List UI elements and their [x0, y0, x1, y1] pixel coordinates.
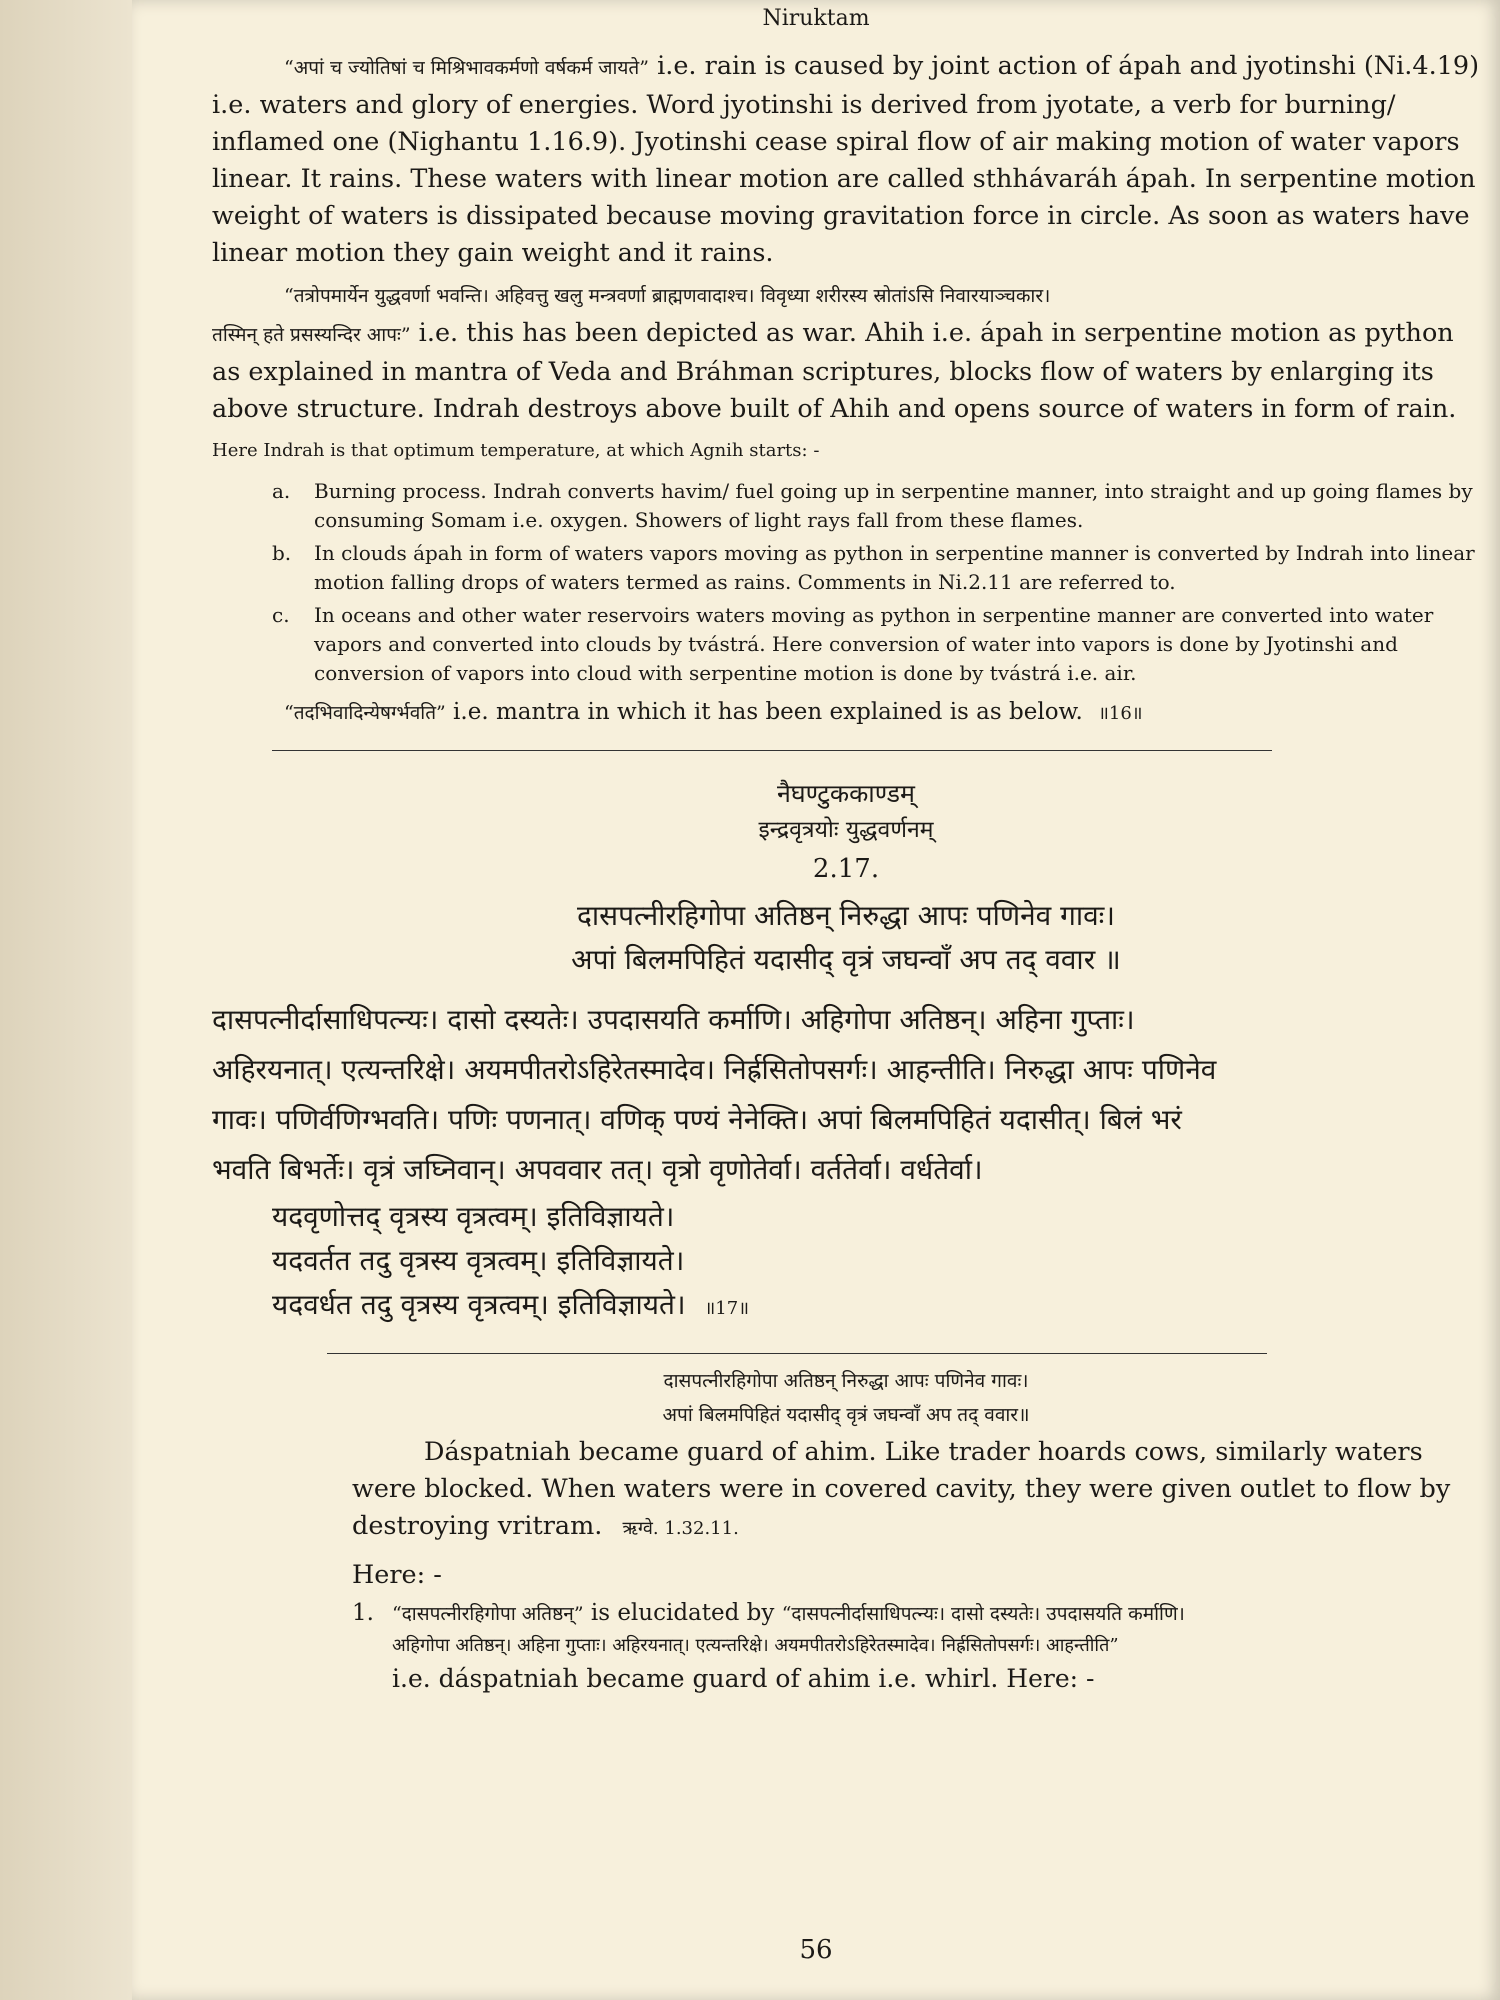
paragraph-2	[212, 278, 1480, 469]
sanskrit-quote: “दासपत्नीर्दासाधिपत्न्यः। दासो दस्यतेः। उपदासयति कर्माणि।	[781, 1603, 1185, 1625]
section-heading	[212, 775, 1480, 891]
list-item-text: In oceans and other water reservoirs waters moving as python in serpentine manner are converted into water vapors and converted into clouds by tvástrá. Here conversion of water into vapors is done by Jyotinshi and conversion of vapors into cloud with serpentine motion is done by tvástrá i.e. air.	[314, 603, 1434, 685]
paragraph-1	[212, 48, 1480, 272]
paragraph-3	[212, 694, 1480, 732]
sanskrit-quote: “दासपत्नीरहिगोपा अतिष्ठन्”	[392, 1603, 584, 1625]
paragraph-text: i.e. rain is caused by joint action of ápah and jyotinshi (Ni.4.19) i.e. waters and glory of energies. Word jyotinshi is derived from jyotate, a verb for burning/ inflamed one (Nighantu 1.16.9). Jyotinshi cease spiral flow of air making motion of water vapors linear. It rains. These waters with linear motion are called sthhávaráh ápah. In serpentine motion weight of waters is dissipated because moving gravitation force in circle. As soon as waters have linear motion they gain weight and it rains.	[212, 51, 1480, 268]
page-content	[212, 48, 1480, 1697]
translation-paragraph	[212, 1434, 1480, 1547]
list-item	[212, 477, 1480, 535]
verse-line: दासपत्नीरहिगोपा अतिष्ठन् निरुद्धा आपः पणिनेव गावः।	[577, 899, 1115, 932]
sanskrit-quote-line-2: तस्मिन् हते प्रसस्यन्दिर आपः”	[212, 324, 411, 346]
divider	[272, 750, 1272, 751]
list-item-text: Burning process. Indrah converts havim/ fuel going up in serpentine manner, into straight and up going flames by consuming Somam i.e. oxygen. Showers of light rays fall from these flames.	[314, 479, 1473, 532]
list-marker: c.	[272, 603, 290, 627]
verse-line: अपां बिलमपिहितं यदासीद् वृत्रं जघन्वाँ अप तद् ववार॥	[662, 1404, 1030, 1426]
list-item	[212, 601, 1480, 688]
verse-line: दासपत्नीरहिगोपा अतिष्ठन् निरुद्धा आपः पणिनेव गावः।	[663, 1370, 1029, 1392]
sanskrit-quote: “तदभिवादिन्येषर्ग्भवति”	[284, 702, 446, 724]
commentary-line: अहिरयनात्। एत्यन्तरिक्षे। अयमपीतरोऽहिरेतस्मादेव। निर्ह्रसितोपसर्गः। आहन्तीति। निरुद्धा आपः पणिनेव	[212, 1053, 1217, 1086]
list-marker: b.	[272, 541, 292, 565]
here-label: Here: -	[352, 1560, 442, 1590]
lettered-list	[212, 477, 1480, 688]
paragraph-text: i.e. mantra in which it has been explained is as below.	[445, 699, 1083, 725]
page-number: 56	[799, 1935, 833, 1965]
commentary-line: यदवृणोत्तद् वृत्रस्य वृत्रत्वम्। इतिविज्ञायते।	[272, 1200, 675, 1233]
divider	[327, 1353, 1267, 1354]
verse-number: ॥16॥	[1098, 703, 1143, 724]
translation-text: Dáspatniah became guard of ahim. Like trader hoards cows, similarly waters were blocked. When waters were in covered cavity, they were given outlet to flow by destroying vritram.	[352, 1437, 1451, 1541]
verse-line: अपां बिलमपिहितं यदासीद् वृत्रं जघन्वाँ अप तद् ववार ॥	[571, 943, 1121, 976]
commentary-line: गावः। पणिर्वणिग्भवति। पणिः पणनात्। वणिक् पण्यं नेनेक्ति। अपां बिलमपिहितं यदासीत्। बिलं भरं	[212, 1103, 1182, 1136]
commentary-line: यदवर्तत तदु वृत्रस्य वृत्रत्वम्। इतिविज्ञायते।	[272, 1244, 685, 1277]
commentary-block	[212, 995, 1480, 1331]
sanskrit-quote: “अपां च ज्योतिषां च मिश्रिभावकर्मणो वर्षकर्म जायते”	[284, 57, 649, 79]
book-page	[132, 0, 1500, 2000]
list-marker: 1.	[352, 1600, 374, 1626]
list-item-text: In clouds ápah in form of waters vapors moving as python in serpentine manner is converted by Indrah into linear motion falling drops of waters termed as rains. Comments in Ni.2.11 are referred to.	[314, 541, 1475, 594]
verse-reference: ऋग्वे. 1.32.11.	[622, 1518, 739, 1539]
section-number: 2.17.	[812, 854, 880, 884]
verse-block-small	[212, 1364, 1480, 1432]
page-spine-shadow	[0, 0, 132, 2000]
sanskrit-quote-line-1: “तत्रोपमार्येन युद्धवर्णा भवन्ति। अहिवत्तु खलु मन्त्रवर्णा ब्राह्मणवादाश्च। विवृध्या शरीरस्य स्रोतांऽसि निवारयाञ्चकार।	[284, 285, 1051, 307]
commentary-line: दासपत्नीर्दासाधिपत्न्यः। दासो दस्यतेः। उपदासयति कर्माणि। अहिगोपा अतिष्ठन्। अहिना गुप्ताः।	[212, 1003, 1135, 1036]
commentary-text: यदवर्धत तदु वृत्रस्य वृत्रत्वम्। इतिविज्ञायते।	[272, 1288, 686, 1321]
paragraph-tail: Here Indrah is that optimum temperature, at which Agnih starts: -	[212, 440, 820, 461]
verse-number: ॥17॥	[704, 1298, 749, 1319]
sanskrit-quote-continued: अहिगोपा अतिष्ठन्। अहिना गुप्ताः। अहिरयनात्। एत्यन्तरिक्षे। अयमपीतरोऽहिरेतस्मादेव। निर्ह्रसितोपसर्गः। आहन्तीति”	[392, 1635, 1119, 1656]
running-header: Niruktam	[762, 6, 870, 31]
commentary-line: भवति बिभर्तेः। वृत्रं जघ्निवान्। अपववार तत्। वृत्रो वृणोतेर्वा। वर्ततेर्वा। वर्धतेर्वा।	[212, 1153, 983, 1186]
section-subtitle: इन्द्रवृत्रयोः युद्धवर्णनम्	[758, 817, 934, 843]
numbered-item	[212, 1596, 1480, 1697]
item-text: is elucidated by	[583, 1600, 782, 1626]
paragraph-text: i.e. this has been depicted as war. Ahih i.e. ápah in serpentine motion as python as explained in mantra of Veda and Bráhman scriptures, blocks flow of waters by enlarging its above structure. Indrah destroys above built of Ahih and opens source of waters in form of rain.	[212, 318, 1457, 424]
list-marker: a.	[272, 479, 291, 503]
item-text-continued: i.e. dáspatniah became guard of ahim i.e. whirl. Here: -	[392, 1664, 1095, 1693]
list-item	[212, 539, 1480, 597]
commentary-line	[212, 1283, 1480, 1331]
section-title: नैघण्टुककाण्डम्	[777, 779, 915, 808]
verse-block	[212, 891, 1480, 985]
